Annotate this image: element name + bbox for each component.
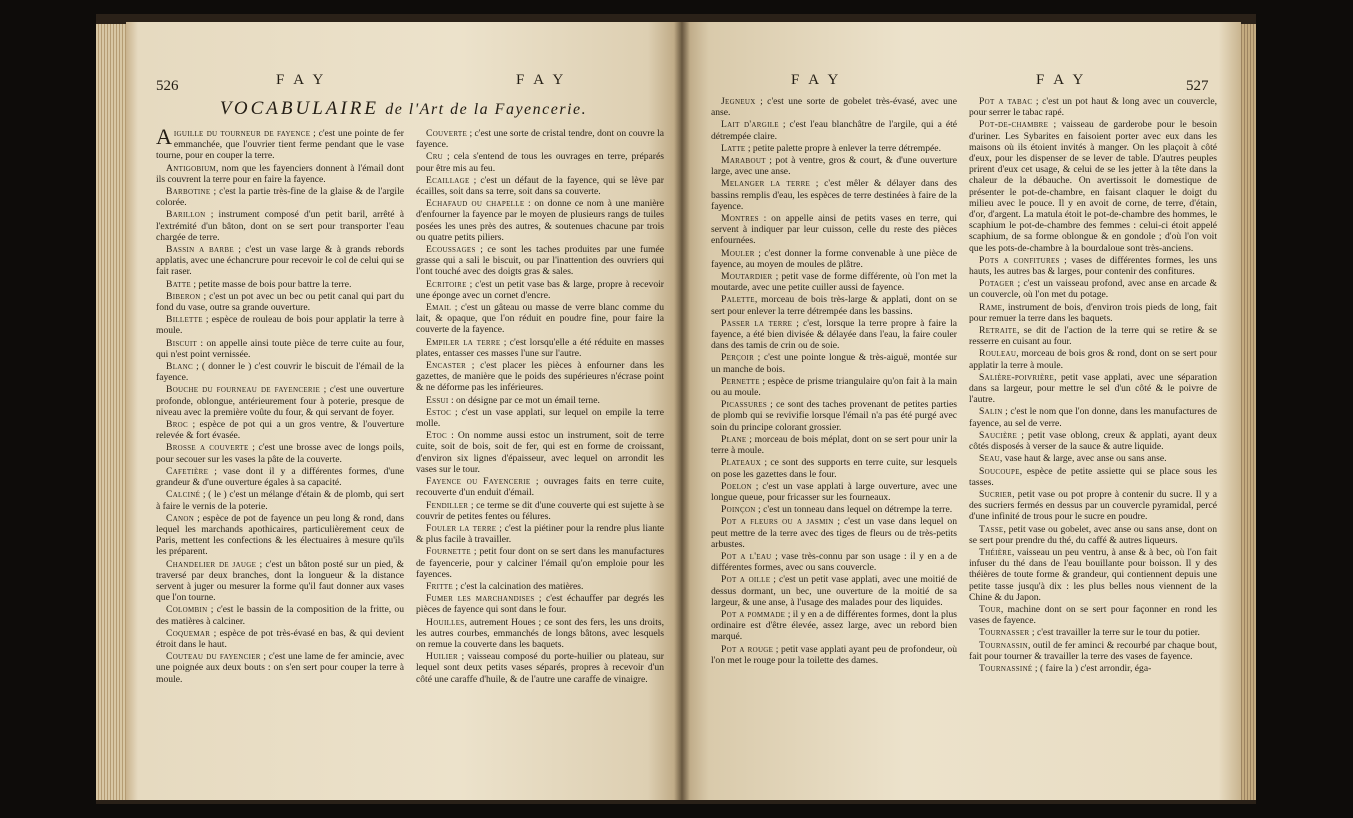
title-rest: de l'Art de la Fayencerie. bbox=[385, 101, 588, 118]
dictionary-entry bbox=[416, 244, 664, 278]
entry-headword: Pot a l'eau bbox=[721, 550, 772, 562]
entry-definition: ; vaisseau composé du porte-huilier ou plateau, sur lequel sont deux petits vases séparés, propres à recevoir d'un côté une caraffe d'huile, & de l'autre une caraffe de vinaigre. bbox=[416, 651, 664, 685]
dictionary-entry bbox=[969, 663, 1217, 674]
dictionary-entry bbox=[711, 96, 957, 118]
entry-headword: Pot a oille bbox=[721, 574, 771, 586]
dictionary-entry bbox=[416, 523, 664, 545]
entry-definition: ; petit vase oblong, creux & applati, ayant deux côtés disposés à verser de la sauce & autre liquide. bbox=[969, 429, 1217, 453]
entry-definition: ; c'est une brosse avec de longs poils, pour secouer sur les vases la pâte de la couverte. bbox=[156, 442, 404, 465]
dictionary-entry bbox=[416, 395, 664, 406]
entry-headword: Pot a tabac bbox=[979, 96, 1033, 107]
entry-headword: Montres bbox=[721, 213, 759, 225]
entry-headword: Seau bbox=[979, 453, 1000, 465]
dictionary-entry bbox=[156, 513, 404, 558]
dictionary-entry bbox=[969, 604, 1217, 626]
entry-definition: , petit vase ou pot propre à contenir du sucre. Il y a des sucriers fermés en dessus par un couvercle pyramidal, percé d'une infinité de trous pour le sucre en poudre. bbox=[969, 488, 1217, 523]
entry-definition: ; petit vase de forme différente, où l'on met la moutarde, avec une petite cuiller aussi de fayence. bbox=[711, 271, 957, 294]
entry-headword: Blanc bbox=[166, 361, 193, 373]
dictionary-entry bbox=[156, 209, 404, 243]
entry-headword: Ecritoire bbox=[426, 278, 467, 290]
entry-headword: Canon bbox=[166, 512, 195, 524]
entry-definition: , morceau de bois très-large & applati, dont on se sert pour enlever la terre détrempée dans les bassins. bbox=[711, 294, 957, 317]
entry-definition: ; espèce de rouleau de bois pour applatir la terre à moule. bbox=[156, 314, 404, 337]
entry-definition: ; c'est un vaisseau profond, avec anse en arcade & un couvercle, où l'on met du potage. bbox=[969, 278, 1217, 301]
dictionary-entry bbox=[416, 476, 664, 498]
entry-definition: ; c'est un petit vase bas & large, propre à recevoir une éponge avec un cornet d'encre. bbox=[416, 278, 664, 301]
entry-headword: Tournassin bbox=[979, 639, 1028, 651]
entry-headword: Soucoupe bbox=[979, 465, 1020, 477]
entry-definition: ; c'est une pointe de fer emmanchée, que l'ouvrier tient ferme pendant que le vase tourne, pour en couper la terre. bbox=[156, 128, 404, 162]
dictionary-entry bbox=[416, 151, 664, 173]
entry-headword: Coquemar bbox=[166, 627, 211, 639]
entry-headword: Pot a rouge bbox=[721, 643, 774, 655]
entry-definition: ; c'est la piétiner pour la rendre plus liante & plus facile à travailler. bbox=[416, 522, 664, 546]
dictionary-entry bbox=[156, 124, 404, 162]
dictionary-entry bbox=[156, 442, 404, 464]
entry-headword: Cafetière bbox=[166, 465, 209, 477]
entry-definition: ; vase dont il y a différentes formes, d'une grandeur & d'une ouverture égales à sa capacité. bbox=[156, 465, 404, 489]
entry-headword: Fournette bbox=[426, 546, 471, 558]
dictionary-entry bbox=[711, 352, 957, 374]
dictionary-entry bbox=[711, 271, 957, 293]
entry-headword: Estoc bbox=[426, 406, 452, 418]
entry-headword: Mouler bbox=[721, 247, 755, 259]
entry-definition: ; vase très-connu par son usage : il y en a de différentes formes, avec ou sans couvercle. bbox=[711, 550, 957, 574]
entry-headword: Biscuit bbox=[166, 337, 198, 349]
left-column-2 bbox=[416, 128, 664, 686]
dictionary-entry bbox=[711, 516, 957, 550]
dictionary-entry bbox=[416, 546, 664, 580]
dictionary-entry bbox=[156, 489, 404, 511]
entry-headword: Fumer les marchandises bbox=[426, 593, 535, 605]
entry-definition: ; c'est une ouverture profonde, oblongue, antérieurement four à poterie, presque de niveau avec la première voûte du four, & qui servant de foyer. bbox=[156, 384, 405, 418]
dictionary-entry bbox=[711, 434, 957, 456]
dictionary-entry bbox=[969, 466, 1217, 488]
dictionary-entry bbox=[416, 500, 664, 522]
dictionary-entry bbox=[711, 178, 957, 212]
dictionary-entry bbox=[416, 198, 664, 243]
entry-headword: Cru bbox=[426, 151, 444, 163]
entry-headword: Théière bbox=[979, 546, 1012, 558]
dictionary-entry bbox=[711, 213, 957, 247]
entry-definition: : on appelle ainsi de petits vases en terre, qui servent à indiquer par leur cuisson, celle du reste des pièces enfournées. bbox=[711, 213, 957, 247]
dictionary-entry bbox=[969, 255, 1217, 277]
entry-headword: Rouleau bbox=[979, 348, 1017, 360]
entry-definition: ; c'est un petit vase applati, avec une moitié de dessus dormant, un bec, une ouverture de la moitié de sa largeur, & une anse, à l'usage des malades pour des liquides. bbox=[711, 574, 957, 608]
entry-headword: Batte bbox=[166, 278, 192, 290]
entry-definition: ; vases de différentes formes, les uns hauts, les autres bas & larges, pour contenir des confitures. bbox=[969, 254, 1217, 278]
dictionary-entry bbox=[416, 651, 664, 685]
dictionary-entry bbox=[416, 360, 664, 394]
entry-definition: ; c'est le bassin de la composition de la fritte, ou des matières à calciner. bbox=[156, 604, 404, 627]
page-number: 527 bbox=[1186, 78, 1209, 94]
entry-headword: Latte bbox=[721, 142, 746, 154]
entry-headword: Marabout bbox=[721, 155, 766, 167]
entry-headword: Etoc bbox=[426, 430, 447, 442]
dictionary-entry bbox=[156, 628, 404, 650]
left-column-1 bbox=[156, 124, 405, 686]
entry-headword: Pot a pommade bbox=[721, 608, 786, 620]
entry-headword: Barbotine bbox=[166, 186, 211, 198]
entry-headword: Pot-de-chambre bbox=[979, 119, 1049, 131]
dictionary-entry bbox=[416, 581, 664, 592]
entry-definition: ; c'est l'eau blanchâtre de l'argile, qui a été détrempée claire. bbox=[711, 119, 957, 142]
entry-headword: Fendiller bbox=[426, 499, 469, 511]
entry-definition: ; ( donner le ) c'est couvrir le biscuit de l'émail de la fayence. bbox=[156, 361, 404, 384]
vocabulary-title bbox=[126, 98, 681, 120]
dictionary-entry bbox=[416, 128, 664, 150]
entry-definition: ; c'est un tonneau dans lequel on détrempe la terre. bbox=[755, 504, 953, 516]
entry-definition: : on désigne par ce mot un émail terne. bbox=[448, 394, 600, 406]
entry-headword: Tasse bbox=[979, 523, 1004, 535]
entry-headword: Email bbox=[426, 302, 452, 314]
entry-headword: Rame bbox=[979, 301, 1003, 313]
entry-definition: ; petit four dont on se sert dans les manufactures de fayencerie, pour y calciner l'émail qu'on emploie pour les fayences. bbox=[416, 546, 664, 580]
entry-headword: Calciné bbox=[166, 489, 201, 501]
dictionary-entry bbox=[156, 186, 404, 208]
entry-headword: Saucière bbox=[979, 429, 1018, 441]
entry-headword: Tournassiné bbox=[979, 662, 1033, 674]
entry-definition: , espèce de petite assiette qui se place sous les tasses. bbox=[969, 465, 1217, 488]
dictionary-entry bbox=[969, 406, 1217, 428]
running-head-left: F A Y bbox=[276, 72, 327, 88]
entry-definition: ; c'est un gâteau ou masse de verre blanc comme du lait, & opaque, que l'on réduit en poudre fine, pour faire la couverte de la fayence. bbox=[416, 302, 664, 336]
entry-definition: ; espèce de pot qui a un gros ventre, & l'ouverture relevée & fort évasée. bbox=[156, 419, 404, 442]
entry-definition: ; c'est un pot avec un bec ou petit canal qui part du fond du vase, outre sa grande ouverture. bbox=[156, 290, 404, 314]
entry-headword: Antigobium bbox=[166, 162, 216, 174]
dictionary-entry bbox=[156, 338, 404, 360]
entry-headword: Empiler la terre bbox=[426, 336, 501, 348]
entry-definition: ; c'est placer les pièces à enfourner dans les gazettes, de manière que le poids des supérieures n'écrase point & ne déforme pas les inférieures. bbox=[416, 360, 664, 394]
entry-headword: Essui bbox=[426, 394, 449, 406]
entry-definition: ; espèce de pot très-évasé en bas, & qui devient étroit dans le haut. bbox=[156, 627, 404, 650]
entry-headword: Couverte bbox=[426, 128, 468, 139]
dictionary-entry bbox=[711, 119, 957, 141]
entry-headword: Poinçon bbox=[721, 504, 756, 516]
dictionary-entry bbox=[711, 143, 957, 154]
entry-headword: Broc bbox=[166, 419, 188, 431]
dictionary-entry bbox=[969, 119, 1217, 253]
entry-headword: Couteau du fayencier bbox=[166, 651, 261, 663]
entry-headword: Pot a fleurs ou a jasmin bbox=[721, 516, 834, 528]
entry-headword: Picassures bbox=[721, 399, 768, 411]
entry-definition: ; c'est un défaut de la fayence, qui se lève par écailles, soit dans sa terre, soit dans sa couverte. bbox=[416, 174, 664, 198]
entry-headword: Biberon bbox=[166, 290, 201, 302]
entry-headword: Chandelier de jauge bbox=[166, 558, 257, 570]
dictionary-entry bbox=[711, 294, 957, 316]
dictionary-entry bbox=[711, 504, 957, 515]
entry-headword: Billette bbox=[166, 314, 203, 326]
dictionary-entry bbox=[416, 617, 664, 651]
dictionary-entry bbox=[969, 372, 1217, 406]
entry-headword: Barillon bbox=[166, 209, 206, 221]
entry-headword: Plane bbox=[721, 433, 747, 445]
entry-headword: Passer la terre bbox=[721, 317, 793, 329]
entry-headword: Melanger la terre bbox=[721, 178, 811, 190]
dictionary-entry bbox=[156, 244, 404, 278]
entry-headword: Salin bbox=[979, 406, 1003, 418]
entry-headword: Fouler la terre bbox=[426, 522, 497, 534]
entry-definition: ; il y en a de différentes formes, dont la plus ordinaire est d'être élevée, assez large, avec un rebord bien marqué. bbox=[711, 608, 957, 643]
entry-definition: ; cela s'entend de tous les ouvrages en terre, préparés pour être mis au feu. bbox=[416, 151, 664, 174]
dictionary-entry bbox=[711, 481, 957, 503]
dictionary-entry bbox=[416, 337, 664, 359]
left-page-edges bbox=[96, 24, 126, 800]
entry-headword: Sucrier bbox=[979, 488, 1013, 500]
drop-cap: A bbox=[156, 124, 172, 149]
entry-headword: Palette bbox=[721, 294, 755, 306]
dictionary-entry bbox=[711, 376, 957, 398]
dictionary-entry bbox=[969, 489, 1217, 523]
dictionary-entry bbox=[156, 419, 404, 441]
entry-definition: ; c'est le nom que l'on donne, dans les manufactures de fayence, au sel de verre. bbox=[969, 406, 1217, 429]
entry-definition: ; ce sont les taches produites par une fumée grasse qui a sali le biscuit, ou par l'inattention des ouvriers qui l'ont touché avec des doigts gras & sales. bbox=[416, 244, 664, 278]
entry-definition: ; c'est la calcination des matières. bbox=[452, 580, 584, 592]
dictionary-entry bbox=[416, 407, 664, 429]
left-page bbox=[126, 22, 681, 800]
entry-definition: , vaisseau un peu ventru, à anse & à bec, où l'on fait infuser du thé dans de l'eau bouillante pour boisson. Il y des théières de toute forme & grandeur, qui contiennent depuis une petite tasse jusqu'à dix : les plus belles nous viennent de la Chine & du Japon. bbox=[969, 546, 1217, 603]
entry-headword: Fritte bbox=[426, 580, 453, 592]
dictionary-entry bbox=[969, 348, 1217, 370]
entry-headword: Ecaillage bbox=[426, 174, 470, 186]
entry-definition: , vase haut & large, avec anse ou sans anse. bbox=[999, 453, 1167, 465]
dictionary-entry bbox=[416, 302, 664, 336]
entry-definition: ; instrument composé d'un petit baril, arrêté à l'extrémité d'un bâton, dont on se sert pour transporter l'eau chargée de terre. bbox=[156, 209, 404, 243]
entry-headword: Brosse a couverte bbox=[166, 442, 249, 454]
entry-definition: , instrument de bois, d'environ trois pieds de long, fait pour remuer la terre dans les baquets. bbox=[969, 301, 1217, 324]
dictionary-entry bbox=[969, 302, 1217, 324]
dictionary-entry bbox=[969, 524, 1217, 546]
entry-definition: ; espèce de pot de fayence un peu long & rond, dans lequel les marchands apothicaires, particulièrement ceux de Paris, mettent les confections & les électuaires à mesure qu'ils les préparent. bbox=[156, 512, 404, 558]
dictionary-entry bbox=[969, 627, 1217, 638]
entry-definition: ; ( faire la ) c'est arrondir, éga- bbox=[1032, 662, 1152, 674]
entry-headword: Bassin a barbe bbox=[166, 244, 234, 256]
entry-definition: ; c'est, lorsque la terre propre à faire la fayence, a été bien divisée & délayée dans l'eau, la faire couler dans des tamis de crin ou de soie. bbox=[711, 317, 957, 352]
entry-headword: Huilier bbox=[426, 651, 458, 663]
dictionary-entry bbox=[969, 96, 1217, 118]
entry-headword: Fayence ou Fayencerie bbox=[426, 476, 531, 488]
entry-definition: ; ouvrages faits en terre cuite, recouverte d'un enduit d'émail. bbox=[416, 476, 664, 499]
entry-definition: ; vaisseau de garderobe pour le besoin d'uriner. Les Sybarites en faisoient porter avec eux dans les maisons où ils étoient invités à manger. On les plaçoit à côté d'eux, pour les dispenser de se lever de table. D'autres peuples prirent d'eux cet usage, & celui de se les jetter à la tête dans la chaleur de la débauche. On avertissoit le domestique de présenter le pot-de-chambre, en faisant claquer le doigt du milieu avec le pouce. Il y en avoit de corne, de terre, d'étain, d'or, d'argent. La matula étoit le pot-de-chambre des hommes, le scaphium le pot-de-chambre des femmes : celui-ci étoit appelé scaphium, de sa forme oblongue & en gondole ; d'où l'on voit que les pots-de-chambre à la bourdaloue sont très-anciens. bbox=[969, 119, 1217, 254]
entry-definition: ; c'est une sorte de cristal tendre, dont on couvre la fayence. bbox=[416, 128, 664, 151]
dictionary-entry bbox=[156, 604, 404, 626]
entry-definition: ; c'est la partie très-fine de la glaise & de l'argile colorée. bbox=[156, 186, 404, 209]
entry-headword: Potager bbox=[979, 278, 1015, 290]
entry-definition: , se dit de l'action de la terre qui se retire & se resserre en cuisant au four. bbox=[969, 325, 1217, 348]
entry-headword: Colombin bbox=[166, 604, 208, 616]
entry-definition: ; morceau de bois méplat, dont on se sert pour unir la terre à moule. bbox=[711, 433, 957, 457]
running-head-right: F A Y bbox=[1036, 72, 1087, 88]
dictionary-entry bbox=[711, 457, 957, 479]
entry-definition: ; c'est donner la forme convenable à une pièce de fayence, au moyen de moules de plâtre. bbox=[711, 247, 957, 270]
entry-definition: ; c'est lorsqu'elle a été réduite en masses plates, entasser ces masses l'une sur l'autre. bbox=[416, 336, 665, 359]
dictionary-entry bbox=[156, 291, 404, 313]
dictionary-entry bbox=[416, 430, 664, 475]
entry-headword: iguille du tourneur de fayence bbox=[173, 128, 311, 139]
entry-definition: ; ce sont des taches provenant de petites parties de plomb qui se revivifie lorsque l'émail n'a pas été purgé avec soin du principe colorant grossier. bbox=[711, 399, 957, 433]
right-column-1 bbox=[711, 96, 957, 667]
entry-definition: ; c'est une pointe longue & très-aiguë, montée sur un manche de bois. bbox=[711, 352, 957, 375]
title-main: VOCABULAIRE bbox=[219, 98, 379, 119]
entry-definition: ; c'est échauffer par degrés les pièces de fayence qui sont dans le four. bbox=[416, 593, 664, 616]
dictionary-entry bbox=[156, 466, 404, 488]
dictionary-entry bbox=[711, 574, 957, 608]
dictionary-entry bbox=[969, 325, 1217, 347]
dictionary-entry bbox=[156, 559, 404, 604]
right-page bbox=[681, 22, 1241, 800]
entry-definition: , nom que les fayenciers donnent à l'émail dont ils couvrent la terre pour en faire la fayence. bbox=[156, 162, 404, 185]
dictionary-entry bbox=[969, 278, 1217, 300]
dictionary-entry bbox=[711, 318, 957, 352]
dictionary-entry bbox=[711, 155, 957, 177]
entry-definition: ; espèce de prisme triangulaire qu'on fait à la main ou au moule. bbox=[711, 375, 957, 399]
entry-definition: : On nomme aussi estoc un instrument, soit de terre cuite, soit de bois, soit de fer, qui est en forme de croissant, d'environ six lignes d'épaisseur, avec lequel on arrondit les vases sur le tour. bbox=[416, 430, 664, 475]
running-head-left: F A Y bbox=[791, 72, 842, 88]
entry-definition: ; ce sont des supports en terre cuite, sur lesquels on pose les gazettes dans le four. bbox=[711, 457, 957, 480]
entry-definition: ; pot à ventre, gros & court, & d'une ouverture large, avec une anse. bbox=[711, 155, 957, 178]
entry-definition: ; c'est mêler & délayer dans des bassins remplis d'eau, les espèces de terre destinées à faire de la fayence. bbox=[711, 178, 957, 212]
entry-headword: Plateaux bbox=[721, 457, 762, 469]
dictionary-entry bbox=[416, 279, 664, 301]
entry-definition: ; petite palette propre à enlever la terre détrempée. bbox=[745, 142, 941, 154]
entry-headword: Moutardier bbox=[721, 271, 773, 283]
entry-headword: Houilles bbox=[426, 616, 465, 628]
dictionary-entry bbox=[969, 640, 1217, 662]
dictionary-entry bbox=[711, 248, 957, 270]
entry-headword: Retraite bbox=[979, 325, 1017, 337]
dictionary-entry bbox=[711, 644, 957, 666]
dictionary-entry bbox=[969, 453, 1217, 464]
entry-headword: Pots a confitures bbox=[979, 254, 1060, 266]
entry-headword: Jegneux bbox=[721, 96, 756, 107]
entry-definition: , autrement Houes ; ce sont des fers, les uns droits, les autres courbes, emmanchés de longs bâtons, avec lesquels on remue la couverte dans les baquets. bbox=[416, 616, 664, 650]
entry-definition: ; c'est un vase applati à large ouverture, avec une longue queue, pour fricasser sur les fourneaux. bbox=[711, 480, 957, 503]
book-gutter bbox=[674, 22, 690, 800]
entry-headword: Encaster bbox=[426, 360, 467, 372]
dictionary-entry bbox=[416, 593, 664, 615]
entry-headword: Poelon bbox=[721, 480, 752, 492]
entry-definition: , outil de fer aminci & recourbé par chaque bout, fait pour tourner & travailler la terre des vases de fayence. bbox=[969, 639, 1217, 662]
dictionary-entry bbox=[156, 314, 404, 336]
entry-definition: , petit vase ou gobelet, avec anse ou sans anse, dont on se sert pour prendre du thé, du caffé & autres liqueurs. bbox=[969, 523, 1217, 546]
entry-headword: Tournasser bbox=[979, 627, 1030, 639]
entry-headword: Tour bbox=[979, 603, 1001, 615]
entry-definition: , morceau de bois gros & rond, dont on se sert pour applatir la terre à moule. bbox=[969, 348, 1217, 371]
entry-definition: ; c'est un vase dans lequel on peut mettre de la terre avec des tiges de fleurs ou de très-petits arbustes. bbox=[711, 516, 957, 550]
entry-definition: ; c'est un vase large & à grands rebords applatis, avec une échancrure pour recevoir le col de celui qui se fait raser. bbox=[156, 244, 404, 278]
dictionary-entry bbox=[711, 609, 957, 643]
dictionary-entry bbox=[969, 547, 1217, 603]
dictionary-entry bbox=[156, 361, 404, 383]
entry-definition: , petit vase applati, avec une séparation dans sa largeur, pour mettre le sel d'un côté & le poivre de l'autre. bbox=[969, 371, 1217, 406]
entry-definition: : on donne ce nom à une manière d'enfourner la fayence par le moyen de plusieurs rangs de tuiles posées les unes près des autres, & soutenues chacune par trois ou quatre petits piliers. bbox=[416, 198, 664, 243]
dictionary-entry bbox=[416, 175, 664, 197]
entry-definition: ; c'est un vase applati, sur lequel on empile la terre molle. bbox=[416, 406, 664, 430]
entry-definition: ; c'est une lame de fer amincie, avec une poignée aux deux bouts : on s'en sert pour couper la terre à moule. bbox=[156, 651, 404, 685]
page-number: 526 bbox=[156, 78, 179, 94]
dictionary-entry bbox=[156, 279, 404, 290]
entry-definition: ; petit vase applati ayant peu de profondeur, où l'on met le rouge pour la toilette des dames. bbox=[711, 643, 958, 666]
dictionary-entry bbox=[711, 551, 957, 573]
entry-headword: Bouche du fourneau de fayencerie bbox=[166, 384, 321, 396]
dictionary-entry bbox=[969, 430, 1217, 452]
entry-definition: , machine dont on se sert pour façonner en rond les vases de fayence. bbox=[969, 603, 1217, 627]
open-book bbox=[96, 14, 1256, 804]
entry-headword: Perçoir bbox=[721, 352, 755, 364]
entry-definition: ; c'est travailler la terre sur le tour du potier. bbox=[1029, 627, 1200, 639]
entry-definition: ; petite masse de bois pour battre la terre. bbox=[191, 278, 352, 290]
entry-definition: ; c'est un pot haut & long avec un couvercle, pour serrer le tabac rapé. bbox=[969, 96, 1218, 119]
dictionary-entry bbox=[156, 384, 404, 418]
right-column-2 bbox=[969, 96, 1217, 675]
dictionary-entry bbox=[156, 651, 404, 685]
running-head-right: F A Y bbox=[516, 72, 567, 88]
entry-headword: Lait d'argile bbox=[721, 119, 779, 131]
entry-definition: : on appelle ainsi toute pièce de terre cuite au four, qui n'est point vernissée. bbox=[156, 337, 404, 360]
entry-headword: Salière-poivrière bbox=[979, 371, 1055, 383]
entry-definition: ; c'est un bâton posté sur un pied, & traversé par deux branches, dont la longueur & la distance servent à juger ou mesurer la forme qu'il faut donner aux vases que l'on tourne. bbox=[156, 558, 404, 604]
entry-definition: ; c'est une sorte de gobelet très-évasé, avec une anse. bbox=[711, 96, 957, 119]
entry-headword: Echafaud ou chapelle bbox=[426, 198, 525, 210]
entry-definition: ; ce terme se dit d'une couverte qui est sujette à se couvrir de petites fentes ou félures. bbox=[416, 499, 664, 522]
entry-definition: ; ( le ) c'est un mélange d'étain & de plomb, qui sert à faire le vernis de la poterie. bbox=[156, 489, 404, 512]
entry-headword: Pernette bbox=[721, 375, 760, 387]
entry-headword: Ecoussages bbox=[426, 244, 476, 256]
dictionary-entry bbox=[156, 163, 404, 185]
dictionary-entry bbox=[711, 399, 957, 433]
